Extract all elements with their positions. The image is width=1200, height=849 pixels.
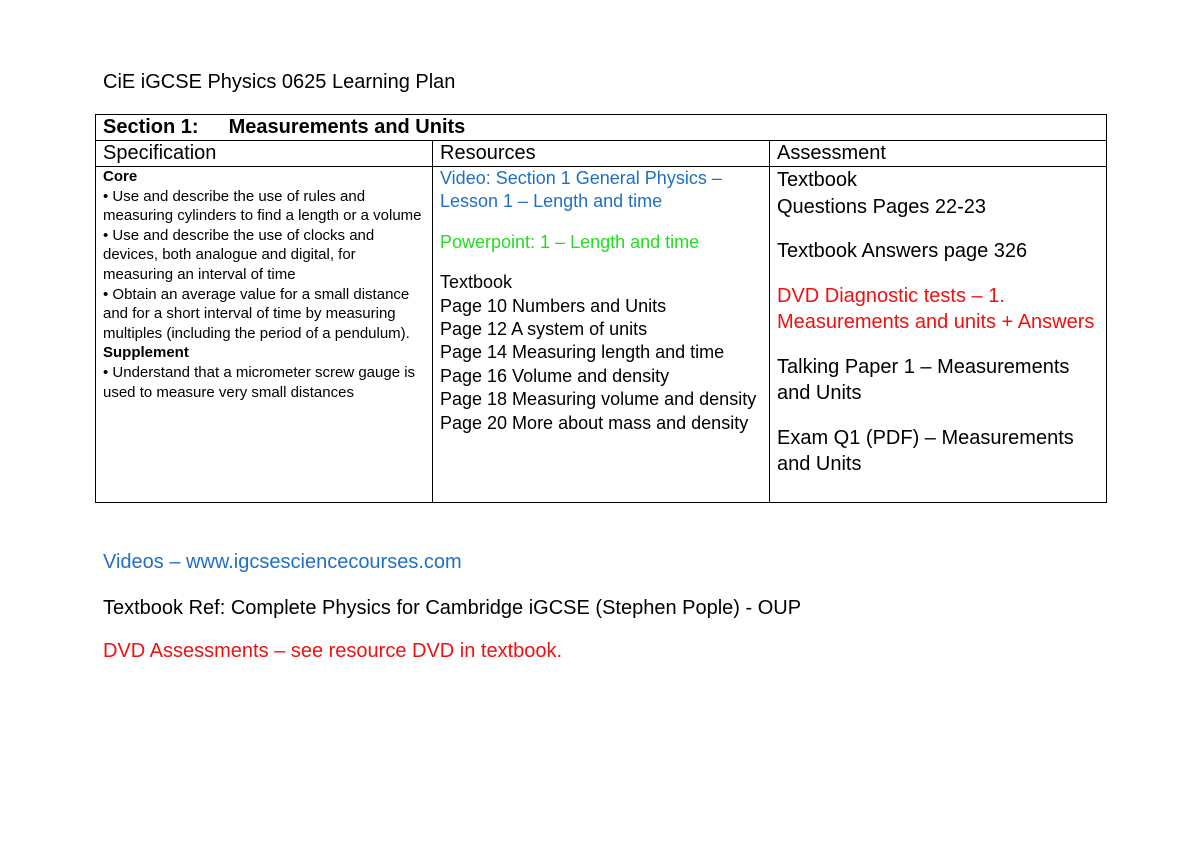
resources-cell [433,167,770,503]
footer-textbook-ref: Textbook Ref: Complete Physics for Cambridge iGCSE (Stephen Pople) - OUP [103,597,802,619]
assessment-dvd: DVD Diagnostic tests – 1. Measurements and units + Answers [777,284,1095,333]
core-item: • Use and describe the use of rules and measuring cylinders to find a length or a volume [103,187,422,225]
core-item: • Obtain an average value for a small distance and for a short interval of time by measuring multiples (including the period of a pendulum). [103,285,410,342]
supplement-item: • Understand that a micrometer screw gauge is used to measure very small distances [103,363,416,401]
textbook-page: Page 12 A system of units [440,319,648,340]
header-assessment: Assessment [770,141,1107,167]
page-title: CiE iGCSE Physics 0625 Learning Plan [103,71,456,93]
textbook-page: Page 20 More about mass and density [440,412,749,433]
section-row [96,115,1107,141]
assessment-questions: Questions Pages 22-23 [777,195,987,218]
section-number: Section 1: [103,116,199,138]
supplement-label: Supplement [103,344,189,362]
core-item: • Use and describe the use of clocks and devices, both analogue and digital, for measuring an interval of time [103,226,375,283]
header-row [96,141,1107,167]
textbook-page: Page 18 Measuring volume and density [440,389,757,410]
assessment-answers: Textbook Answers page 326 [777,240,1028,262]
textbook-label: Textbook [440,272,513,293]
assessment-cell [770,167,1107,503]
assessment-talking-paper: Talking Paper 1 – Measurements and Units [777,355,1070,404]
section-heading [96,115,1107,141]
footer-videos: Videos – www.igcsesciencecourses.com [103,551,462,573]
textbook-page: Page 14 Measuring length and time [440,342,725,363]
footer-dvd-note: DVD Assessments – see resource DVD in textbook. [103,640,563,662]
specification-cell [96,167,433,503]
core-label: Core [103,168,138,185]
content-row [96,167,1107,503]
video-resource: Video: Section 1 General Physics – Lesson 1 – Length and time [440,168,722,212]
section-name: Measurements and Units [228,116,466,138]
textbook-page: Page 16 Volume and density [440,365,670,386]
assessment-textbook: Textbook [777,169,858,191]
header-specification: Specification [96,141,433,167]
header-resources: Resources [433,141,770,167]
learning-plan-table [95,114,1107,503]
powerpoint-resource: Powerpoint: 1 – Length and time [440,231,700,252]
textbook-page: Page 10 Numbers and Units [440,295,667,316]
assessment-exam: Exam Q1 (PDF) – Measurements and Units [777,426,1074,475]
